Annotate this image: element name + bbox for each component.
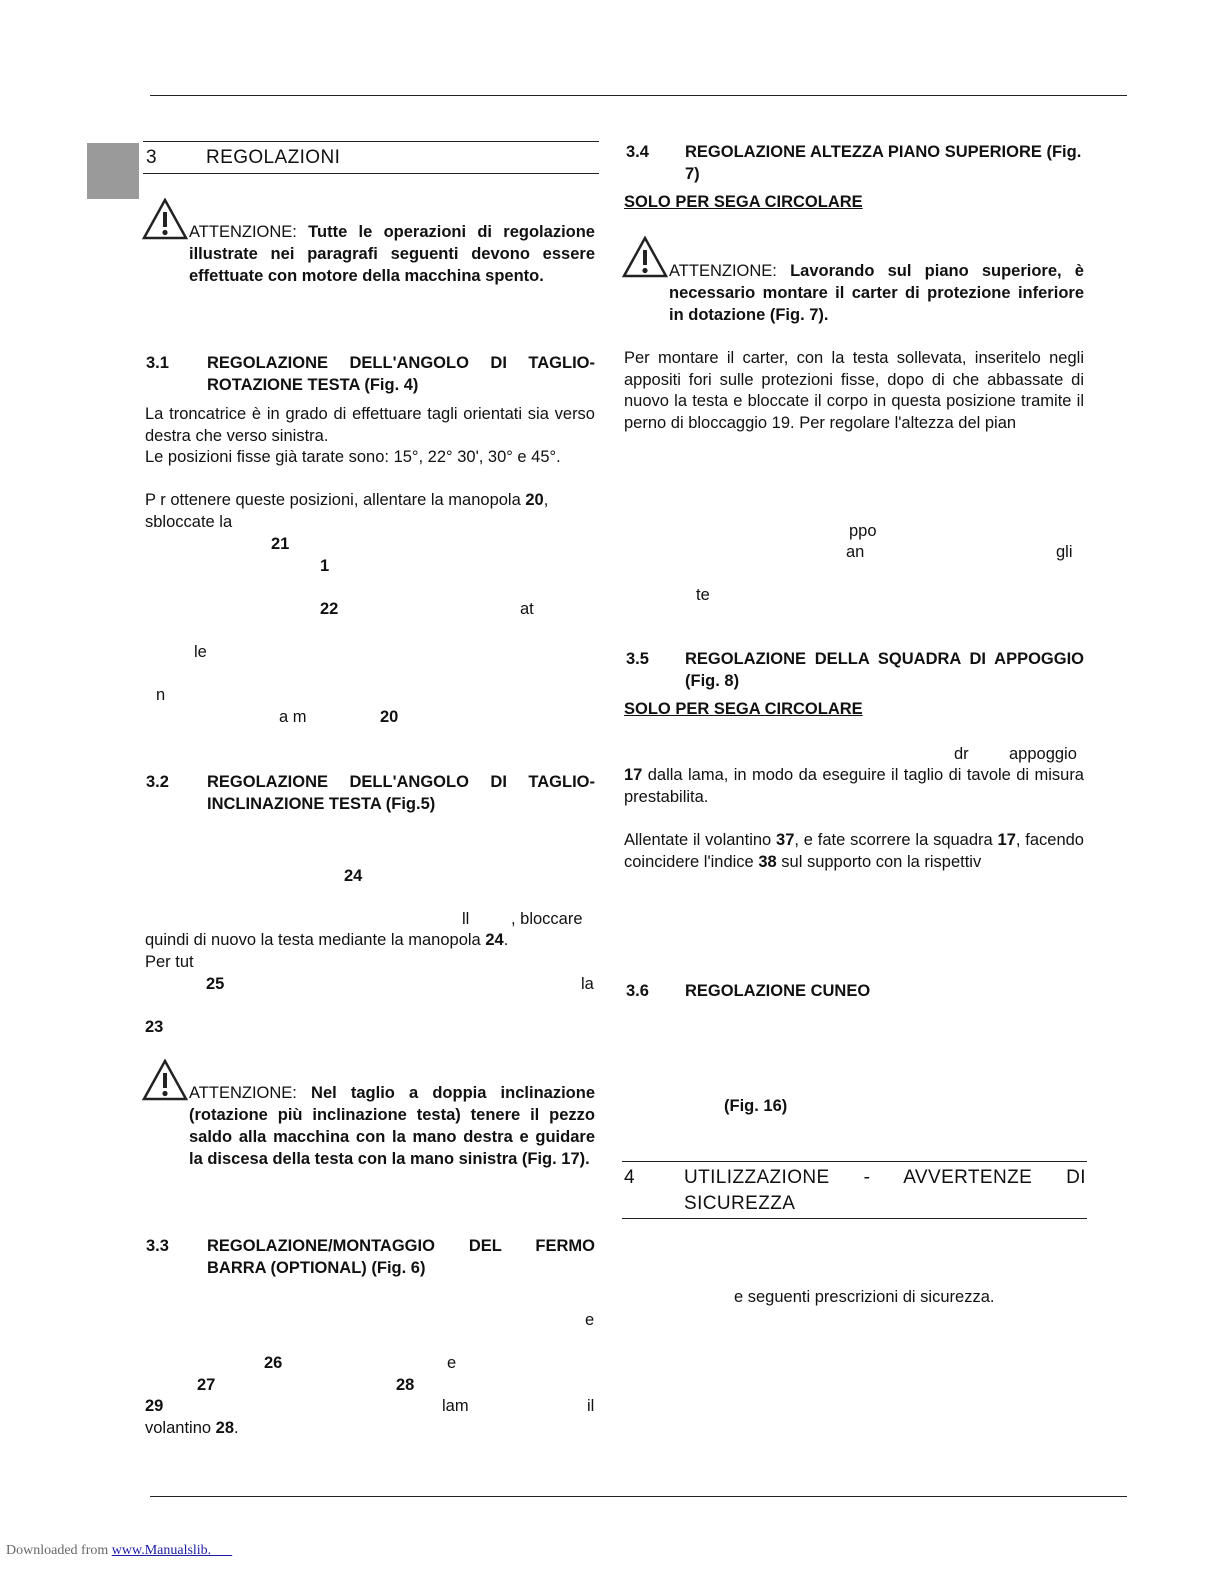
text: Allentate il volantino: [624, 831, 772, 849]
text-fragment: Per tut: [145, 953, 194, 971]
bottom-rule: [150, 1496, 1127, 1497]
reference-number: 20: [380, 708, 399, 726]
figure-reference: (Fig. 16): [724, 1097, 788, 1115]
footer-link[interactable]: www.Manualslib.: [111, 1543, 212, 1558]
reference-number: 17: [997, 831, 1016, 849]
text-line: [145, 930, 508, 951]
subsection-title: REGOLAZIONE ALTEZZA PIANO SUPERIORE (Fig. 7): [685, 143, 1082, 183]
text-fragment: te: [696, 586, 710, 604]
subsection-number: 3.4: [626, 143, 649, 161]
text-line: [145, 1418, 239, 1439]
paragraph: Per montare il carter, con la testa sollevata, inseritelo negli appositi fori sulle protezioni fisse, dopo di che abbassate di nuovo la testa e bloccate il corpo in questa posizione tramite il perno di bloccaggio 19. Per regolare l'altezza del pian: [624, 349, 1084, 432]
warning-box: [189, 1082, 595, 1170]
warning-text: Tutte le operazioni di regolazione illustrate nei paragrafi seguenti devono essere effettuate con motore della macchina spento.: [189, 223, 595, 285]
reference-number: 21: [271, 535, 290, 553]
reference-number: 28: [215, 1419, 235, 1437]
text-fragment: e: [447, 1354, 457, 1372]
paragraph: Le posizioni fisse già tarate sono: 15°, 22° 30', 30° e 45°.: [145, 448, 561, 466]
warning-triangle-icon: [142, 1059, 188, 1101]
reference-number: 17: [624, 766, 643, 784]
warning-triangle-icon: [622, 236, 668, 278]
text-fragment: e seguenti prescrizioni di sicurezza.: [734, 1288, 995, 1306]
paragraph: La troncatrice è in grado di effettuare tagli orientati sia verso destra che verso sinistra.: [145, 405, 595, 445]
text: , facendo coincidere l'indice: [624, 831, 1084, 871]
warning-label: ATTENZIONE:: [669, 262, 777, 280]
text-fragment: an: [846, 543, 865, 561]
reference-number: 26: [264, 1354, 283, 1372]
reference-number: 28: [396, 1376, 415, 1394]
section3-top-rule: [143, 141, 599, 142]
warning-triangle-icon: [142, 198, 188, 240]
subsection-title: REGOLAZIONE/MONTAGGIO DEL FERMO BARRA (OPTIONAL) (Fig. 6): [207, 1237, 595, 1277]
reference-number: 25: [206, 975, 225, 993]
paragraph: [624, 830, 1084, 873]
punctuation: .: [503, 931, 509, 949]
text-fragment: at: [520, 600, 534, 618]
reference-number: 38: [758, 852, 777, 871]
section4-number: 4: [624, 1167, 635, 1188]
text-fragment: ppo: [849, 522, 877, 540]
paragraph-text: dalla lama, in modo da eseguire il taglio di tavole di misura prestabilita.: [624, 766, 1084, 806]
warning-text: Nel taglio a doppia inclinazione (rotazione più inclinazione testa) tenere il pezzo saldo alla macchina con la mano destra e guidare la discesa della testa con la mano sinistra (Fig. 17).: [189, 1084, 595, 1168]
paragraph: [624, 765, 1084, 808]
warning-box: [669, 260, 1084, 326]
warning-label: ATTENZIONE:: [189, 1084, 297, 1102]
text-fragment: e: [585, 1311, 595, 1329]
subsection-number: 3.3: [146, 1237, 169, 1255]
subsection-number: 3.6: [626, 982, 649, 1000]
reference-number: 20: [525, 491, 544, 509]
reference-number: 27: [197, 1376, 216, 1394]
reference-number: 24: [485, 931, 504, 949]
section4-title-text: UTILIZZAZIONE - AVVERTENZE DI SICUREZZA: [684, 1167, 1086, 1214]
solo-notice: SOLO PER SEGA CIRCOLARE: [624, 700, 863, 718]
text-fragment: a m: [279, 708, 307, 726]
reference-number: 22: [320, 600, 339, 618]
subsection-title: REGOLAZIONE DELL'ANGOLO DI TAGLIO-INCLINAZIONE TESTA (Fig.5): [207, 773, 595, 813]
section3-number: 3: [146, 147, 157, 168]
text: , e fate scorrere la squadra: [794, 831, 993, 849]
warning-label: ATTENZIONE:: [189, 223, 297, 241]
section3-title: [146, 147, 340, 169]
subsection-number: 3.5: [626, 650, 649, 668]
reference-number: 24: [344, 867, 363, 885]
reference-number: 1: [320, 557, 330, 575]
text-fragment: appoggio: [1009, 745, 1077, 763]
chapter-tab: [87, 143, 139, 199]
reference-number: 29: [145, 1397, 164, 1415]
warning-text: Lavorando sul piano superiore, è necessario montare il carter di protezione inferiore in dotazione (Fig. 7).: [669, 262, 1084, 324]
solo-notice: SOLO PER SEGA CIRCOLARE: [624, 193, 863, 211]
subsection-title: REGOLAZIONE CUNEO: [685, 982, 871, 1000]
top-rule: [150, 95, 1127, 96]
download-footer: [6, 1543, 232, 1559]
text: volantino: [145, 1419, 212, 1437]
subsection-title: REGOLAZIONE DELL'ANGOLO DI TAGLIO-ROTAZIONE TESTA (Fig. 4): [207, 354, 595, 394]
text-fragment: ll: [462, 910, 470, 928]
text-fragment: gli: [1056, 543, 1073, 561]
footer-prefix: Downloaded from: [6, 1543, 109, 1558]
section3-title-text: REGOLAZIONI: [206, 147, 341, 168]
warning-box: [189, 221, 595, 287]
text-fragment: il: [587, 1397, 595, 1415]
subsection-number: 3.2: [146, 773, 169, 791]
reference-number: 37: [776, 831, 795, 849]
reference-number: 23: [145, 1018, 164, 1036]
punctuation: .: [234, 1419, 239, 1437]
text-fragment: , bloccare: [511, 910, 583, 928]
paragraph: [145, 490, 595, 512]
text-fragment: le: [194, 643, 207, 661]
section4-bottom-rule: [622, 1218, 1087, 1219]
paragraph-text: P r ottenere queste posizioni, allentare la manopola: [145, 491, 521, 509]
section4-top-rule: [622, 1161, 1087, 1162]
subsection-title: REGOLAZIONE DELLA SQUADRA DI APPOGGIO (Fig. 8): [685, 650, 1084, 690]
section3-bottom-rule: [143, 173, 599, 174]
text-fragment: sbloccate la: [145, 513, 233, 531]
text-fragment: dr: [954, 745, 969, 763]
text: sul supporto con la rispettiv: [781, 852, 982, 871]
text-fragment: n: [156, 686, 166, 704]
text-fragment: lam: [442, 1397, 469, 1415]
subsection-number: 3.1: [146, 354, 169, 372]
text: quindi di nuovo la testa mediante la manopola: [145, 931, 481, 949]
punctuation: ,: [543, 491, 549, 509]
text-fragment: la: [581, 975, 594, 993]
